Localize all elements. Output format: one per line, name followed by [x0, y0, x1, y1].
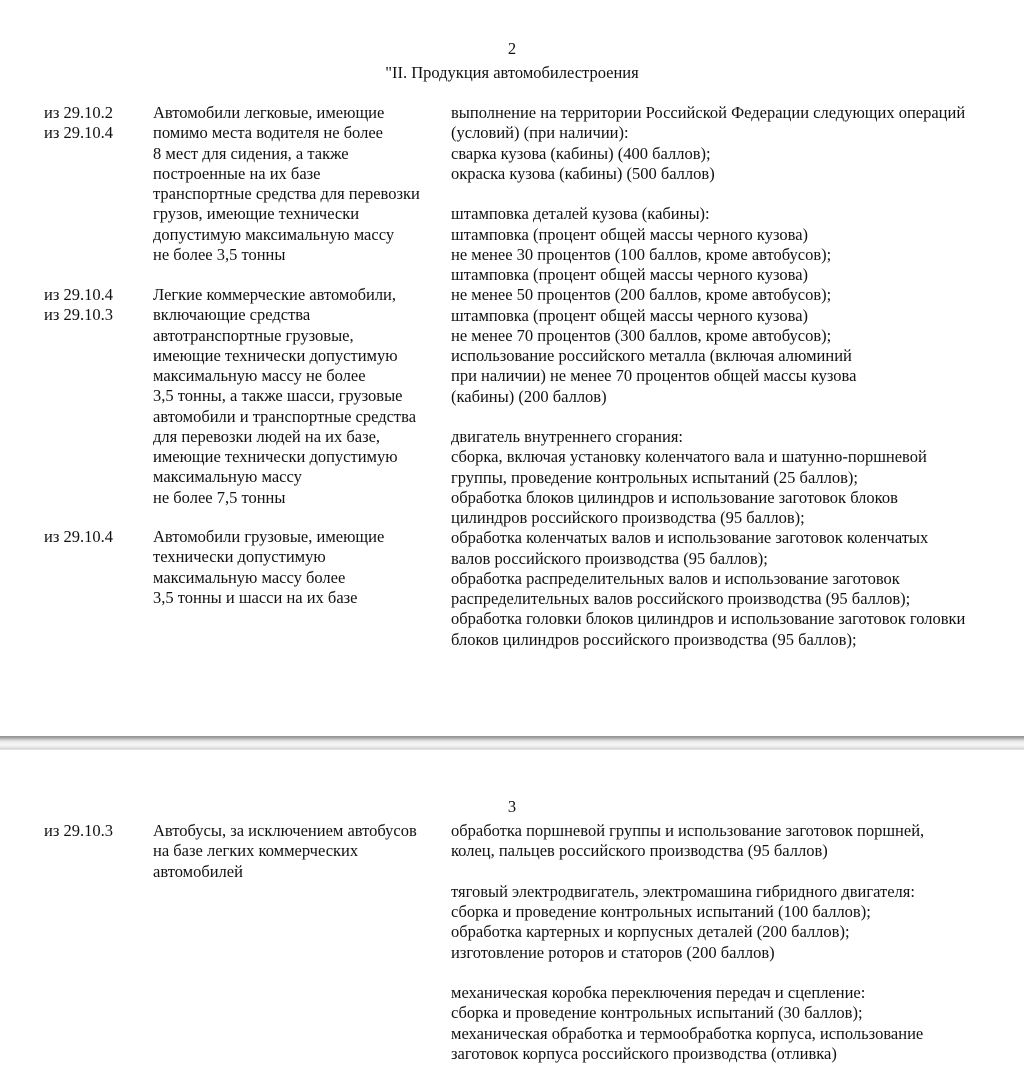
conditions-text: обработка поршневой группы и использование заготовок поршней, колец, пальцев российского производства (95 баллов) тяговый электродвигатель, электромашина гибридного двигателя: сборка и проведение контрольных испытаний (100 баллов); обработка картерных и корпусных деталей (200 баллов); изготовление роторов и статоров (200 баллов) механическая коробка переключения передач и сцепление: сборка и проведение контрольных испытаний (30 баллов); механическая обработка и термообработка корпуса, использование заготовок корпуса российского производства (отливка) — [451, 821, 925, 1063]
conditions-text: выполнение на территории Российской Федерации следующих операций (условий) (при наличии): сварка кузова (кабины) (400 баллов); окраска кузова (кабины) (500 баллов) штамповка деталей кузова (кабины): штамповка (процент общей массы черного кузова) не менее 30 процентов (100 баллов, кроме автобусов); штамповка (процент общей массы черного кузова) не менее 50 процентов (200 баллов, кроме автобусов); штамповка (процент общей массы черного кузова) не менее 70 процентов (300 баллов, кроме автобусов); использование российского металла (включая алюминий при наличии) не менее 70 процентов общей массы кузова (кабины) (200 баллов) двигатель внутреннего сгорания: сборка, включая установку коленчатого вала и шатунно-поршневой группы, проведение контрольных испытаний (25 баллов); обработка блоков цилиндров и использование заготовок блоков цилиндров российского производства (95 баллов); обработка коленчатых валов и использование заготовок коленчатых валов российского производства (95 баллов); обработка распределительных валов и использование заготовок распределительных валов российского производства (95 баллов); обработка головки блоков цилиндров и использование заготовок головки блоков цилиндров российского производства (95 баллов); — [451, 103, 966, 649]
product-name: Легкие коммерческие автомобили, включающие средства автотранспортные грузовые, имеющие технически допустимую максимальную массу не более 3,5 тонны, а также шасси, грузовые автомобили и транспортные средства для перевозки людей на их базе, имеющие технически допустимую максимальную массу не более 7,5 тонны — [153, 285, 417, 507]
page-number: 3 — [507, 797, 517, 816]
section-title: "II. Продукция автомобилестроения — [385, 63, 639, 82]
okpd-codes: из 29.10.2 из 29.10.4 — [44, 103, 113, 143]
product-name: Автомобили легковые, имеющие помимо места водителя не более 8 мест для сидения, а также построенные на их базе транспортные средства для перевозки грузов, имеющие технически допустимую максимальную массу не более 3,5 тонны — [153, 103, 420, 264]
product-name: Автобусы, за исключением автобусов на базе легких коммерческих автомобилей — [153, 821, 417, 881]
okpd-codes: из 29.10.4 — [44, 527, 113, 546]
okpd-codes: из 29.10.3 — [44, 821, 113, 840]
document-page-3 — [0, 750, 1024, 1065]
okpd-codes: из 29.10.4 из 29.10.3 — [44, 285, 113, 325]
page-number: 2 — [507, 39, 517, 58]
product-name: Автомобили грузовые, имеющие технически допустимую максимальную массу более 3,5 тонны и шасси на их базе — [153, 527, 385, 607]
page-break-separator — [0, 736, 1024, 750]
